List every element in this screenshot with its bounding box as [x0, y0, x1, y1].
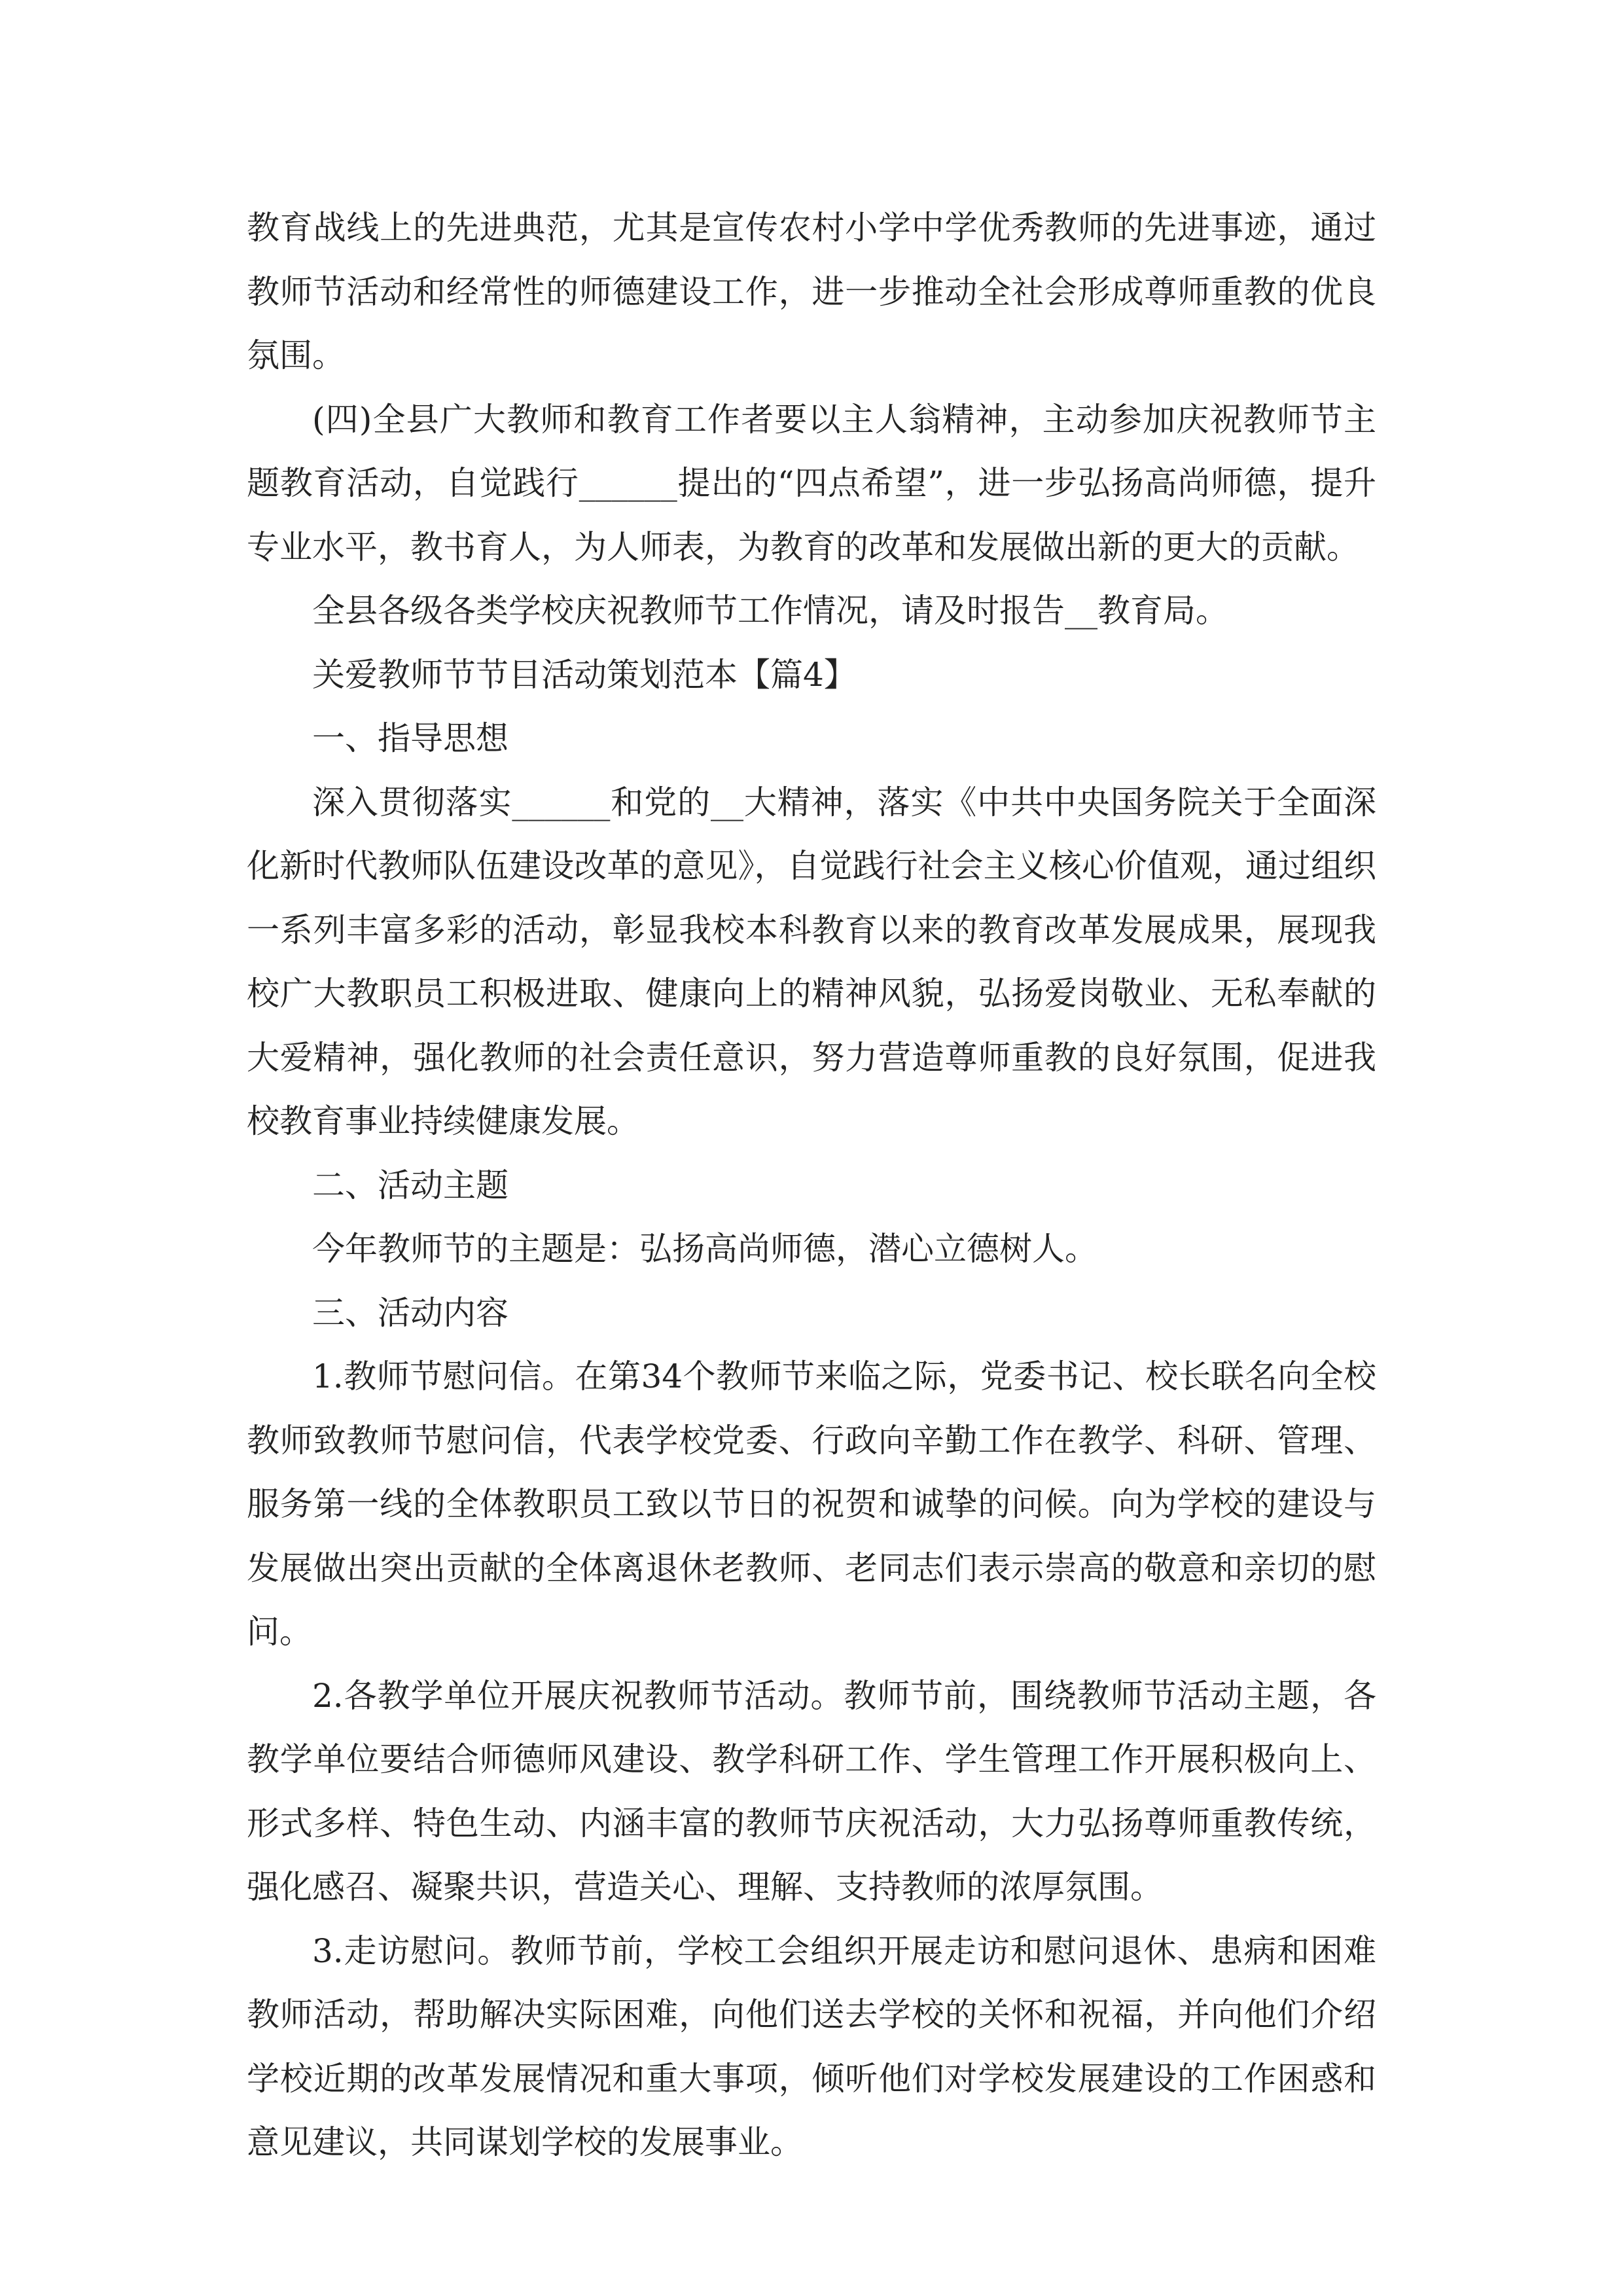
paragraph-report: 全县各级各类学校庆祝教师节工作情况，请及时报告__教育局。: [312, 592, 1228, 630]
list-item-visits: 3.走访慰问。教师节前，学校工会组织开展走访和慰问退休、患病和困难教师活动，帮助解决实际困难，向他们送去学校的关怀和祝福，并向他们介绍学校近期的改革发展情况和重大事项，倾听他们对学校发展建设的工作困惑和意见建议，共同谋划学校的发展事业。: [247, 1931, 1376, 2161]
paragraph-theme: 今年教师节的主题是：弘扬高尚师德，潜心立德树人。: [312, 1230, 1097, 1268]
article-title: 关爱教师节节目活动策划范本【篇4】: [312, 655, 857, 694]
document-body: [247, 196, 1376, 2175]
list-item-condolence-letter: 1.教师节慰问信。在第34个教师节来临之际，党委书记、校长联名向全校教师致教师节慰问信，代表学校党委、行政向辛勤工作在教学、科研、管理、服务第一线的全体教职员工致以节日的祝贺和诚挚的问候。向为学校的建设与发展做出突出贡献的全体离退休老教师、老同志们表示崇高的敬意和亲切的慰问。: [247, 1357, 1376, 1651]
paragraph-point-4: (四)全县广大教师和教育工作者要以主人翁精神，主动参加庆祝教师节主题教育活动，自觉践行______提出的“四点希望”，进一步弘扬高尚师德，提升专业水平，教书育人，为人师表，为教育的改革和发展做出新的更大的贡献。: [247, 400, 1376, 566]
paragraph-guiding-thought: 深入贯彻落实______和党的__大精神，落实《中共中央国务院关于全面深化新时代教师队伍建设改革的意见》，自觉践行社会主义核心价值观，通过组织一系列丰富多彩的活动，彰显我校本科教育以来的教育改革发展成果，展现我校广大教职员工积极进取、健康向上的精神风貌，弘扬爱岗敬业、无私奉献的大爱精神，强化教师的社会责任意识，努力营造尊师重教的良好氛围，促进我校教育事业持续健康发展。: [247, 783, 1376, 1140]
section-heading-guiding-thought: 一、指导思想: [312, 719, 508, 757]
list-item-unit-celebrations: 2.各教学单位开展庆祝教师节活动。教师节前，围绕教师节活动主题，各教学单位要结合师德师风建设、教学科研工作、学生管理工作开展积极向上、形式多样、特色生动、内涵丰富的教师节庆祝活动，大力弘扬尊师重教传统，强化感召、凝聚共识，营造关心、理解、支持教师的浓厚氛围。: [247, 1676, 1376, 1906]
section-heading-activity-content: 三、活动内容: [312, 1293, 508, 1332]
paragraph-promote-typical: 教育战线上的先进典范，尤其是宣传农村小学中学优秀教师的先进事迹，通过教师节活动和经常性的师德建设工作，进一步推动全社会形成尊师重教的优良氛围。: [247, 209, 1376, 374]
section-heading-activity-theme: 二、活动主题: [312, 1166, 508, 1204]
